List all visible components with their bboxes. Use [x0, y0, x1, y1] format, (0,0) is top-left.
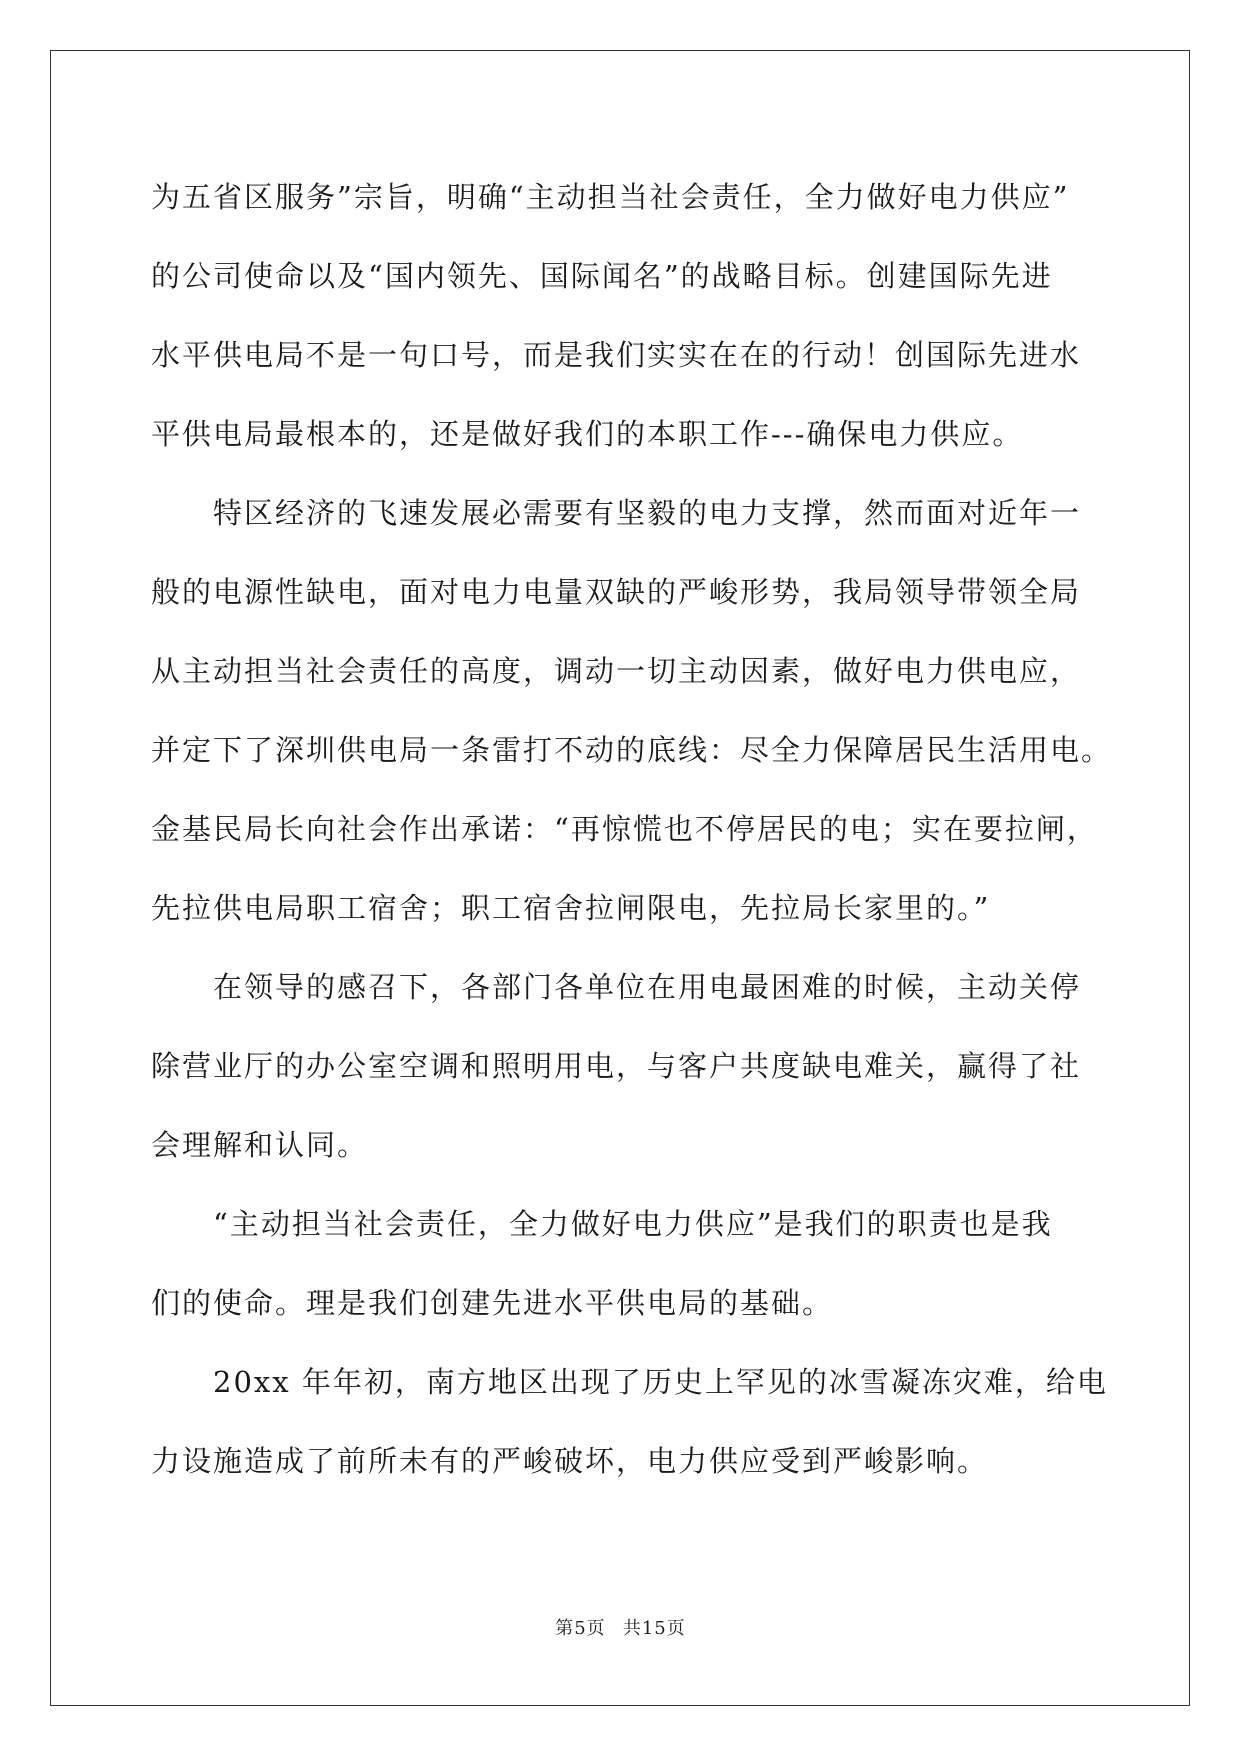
page-total: 共15页: [622, 1618, 686, 1639]
text-line: 从主动担当社会责任的高度，调动一切主动因素，做好电力供电应，: [151, 654, 1082, 688]
text-line: 平供电局最根本的，还是做好我们的本职工作---确保电力供应。: [151, 417, 1024, 451]
text-line: 为五省区服务”宗旨，明确“主动担当社会责任，全力做好电力供应”: [151, 180, 1070, 214]
text-line: 金基民局长向社会作出承诺：“再惊慌也不停居民的电；实在要拉闸，: [151, 812, 1098, 846]
page-number: 第5页: [555, 1618, 606, 1639]
page-footer: [0, 1614, 1241, 1640]
text-line: 的公司使命以及“国内领先、国际闻名”的战略目标。创建国际先进: [151, 259, 1053, 293]
text-line: 先拉供电局职工宿舍；职工宿舍拉闸限电，先拉局长家里的。”: [151, 891, 991, 925]
document-body: [151, 158, 1113, 1501]
text-line: 除营业厅的办公室空调和照明用电，与客户共度缺电难关，赢得了社: [151, 1049, 1082, 1083]
text-line: 并定下了深圳供电局一条雷打不动的底线：尽全力保障居民生活用电。: [151, 733, 1113, 767]
paragraph-first-line: 特区经济的飞速发展必需要有坚毅的电力支撑，然而面对近年一: [213, 496, 1082, 530]
text-line: 们的使命。理是我们创建先进水平供电局的基础。: [151, 1286, 834, 1320]
text-line: 会理解和认同。: [151, 1128, 369, 1162]
text-line: 般的电源性缺电，面对电力电量双缺的严峻形势，我局领导带领全局: [151, 575, 1082, 609]
text-line: 力设施造成了前所未有的严峻破坏，电力供应受到严峻影响。: [151, 1444, 989, 1478]
paragraph-first-line: 20xx 年年初，南方地区出现了历史上罕见的冰雪凝冻灾难，给电: [213, 1365, 1108, 1399]
paragraph-first-line: 在领导的感召下，各部门各单位在用电最困难的时候，主动关停: [213, 970, 1082, 1004]
paragraph-first-line: “主动担当社会责任，全力做好电力供应”是我们的职责也是我: [213, 1207, 1053, 1241]
text-line: 水平供电局不是一句口号，而是我们实实在在的行动！创国际先进水: [151, 338, 1082, 372]
